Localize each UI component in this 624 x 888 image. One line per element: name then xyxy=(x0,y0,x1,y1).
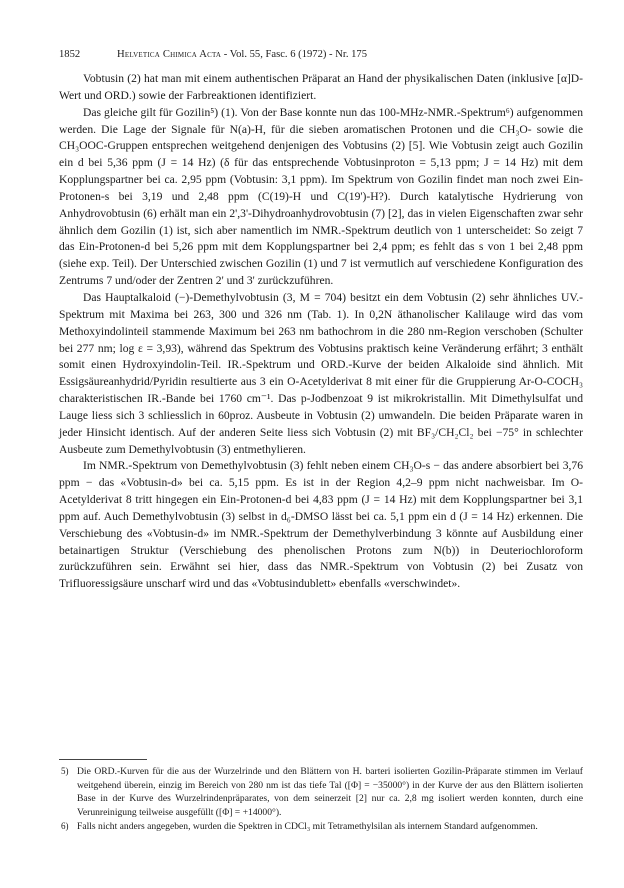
journal-name: Helvetica Chimica Acta xyxy=(117,49,222,60)
paragraph-4: Im NMR.-Spektrum von Demethylvobtusin (3) fehlt neben einem CH₃O-s − das andere absorbiert bei 3,76 ppm − das «Vobtusin-d» bei ca. 5,15 ppm. Es ist in der Region 4,2–9 ppm nicht nachweisbar. Im O-Acetylderivat 8 tritt hingegen ein Ein-Protonen-d bei 4,83 ppm (J = 14 Hz) mit dem Kopplungspartner bei 3,1 ppm auf. Auch Demethylvobtusin (3) selbst in d₆-DMSO lässt bei ca. 5,1 ppm ein d (J = 14 Hz) erkennen. Die Verschiebung des «Vobtusin-d» im NMR.-Spektrum der Demethylverbindung 3 könnte auf Ausbildung einer betainartigen Struktur (Verschiebung des phenolischen Protons zum N(b)) in Deuteriochloroform zurückzuführen sein. Erwähnt sei hier, dass das NMR.-Spektrum von Vobtusin (2) bei Zusatz von Trifluoressigsäure unscharf wird und das «Vobtusindublett» ebenfalls «verschwindet». xyxy=(59,459,583,591)
paragraph-2: Das gleiche gilt für Gozilin⁵) (1). Von der Base konnte nun das 100-MHz-NMR.-Spektrum⁶) aufgenommen werden. Die Lage der Signale für N(a)-H, für die sieben aromatischen Protonen und die CH₃O- sowie die CH₃OOC-Gruppen entsprechen weitgehend denjenigen des Vobtusins (2) [5]. Wie Vobtusin zeigt auch Gozilin ein d bei 5,36 ppm (J = 14 Hz) (δ für das entsprechende Vobtusinproton = 5,13 ppm; J = 14 Hz) mit dem Kopplungspartner bei ca. 2,95 ppm (Vobtusin: 3,1 ppm). Im Spektrum von Gozilin findet man noch zwei Ein-Protonen-s bei 3,19 und 2,48 ppm (C(19)-H und C(19')-H?). Durch katalytische Hydrierung von Anhydrovobtusin (6) erhält man ein 2',3'-Dihydroanhydrovobtusin (7) [2], das in vielen Eigenschaften zwar sehr ähnlich dem Gozilin (1) ist, sich aber namentlich im NMR.-Spektrum deutlich von 1 unterscheidet: So zeigt 7 das Ein-Protonen-d bei 5,26 ppm mit dem Kopplungspartner bei 2,4 ppm; es fehlt das s von 1 bei 2,48 ppm (siehe exp. Teil). Der Unterschied zwischen Gozilin (1) und 7 ist vermutlich auf verschiedene Konfiguration des Zentrums 7 und/oder der Zentren 2' und 3' zurückzuführen. xyxy=(59,105,583,288)
footnotes xyxy=(59,765,583,835)
running-header xyxy=(59,47,582,63)
footnote-5 xyxy=(59,765,583,819)
body-text xyxy=(59,71,583,593)
page-number: 1852 xyxy=(59,49,81,60)
footnote-divider xyxy=(59,759,147,760)
footnote-mark: 6) xyxy=(61,821,69,832)
paragraph-1: Vobtusin (2) hat man mit einem authentischen Präparat an Hand der physikalischen Daten (inklusive [α]D-Wert und ORD.) sowie der Farbreaktionen identifiziert. xyxy=(59,72,583,102)
footnote-text: Falls nicht anders angegeben, wurden die Spektren in CDCl₃ mit Tetramethylsilan als internem Standard aufgenommen. xyxy=(77,821,538,833)
running-title xyxy=(117,47,367,63)
journal-details: - Vol. 55, Fasc. 6 (1972) - Nr. 175 xyxy=(221,49,368,60)
footnote-6 xyxy=(59,820,583,834)
footnote-text: Die ORD.-Kurven für die aus der Wurzelrinde und den Blättern von H. barteri isolierten Gozilin-Präparate stimmen im Verlauf weitgehend überein, einzig im Bereich von 280 nm ist das tiefe Tal ([Φ] = −35000°) in der Kurve der aus den Blättern isolierten Base in der Kurve des Wurzelrindenpräparates, von dem seinerzeit [2] nur ca. 2,8 mg isoliert werden konnten, durch eine Verunreinigung teilweise ausgefüllt ([Φ] = +14000°). xyxy=(77,766,583,818)
footnote-mark: 5) xyxy=(61,766,69,776)
paragraph-3: Das Hauptalkaloid (−)-Demethylvobtusin (3, M = 704) besitzt ein dem Vobtusin (2) sehr ähnliches UV.-Spektrum mit Maxima bei 263, 300 und 326 nm (Tab. 1). In 0,2N äthanolischer Kalilauge wird das vom Methoxyindolinteil stammende Maximum bei 263 nm bathochrom in die 280 nm-Region verschoben (Schulter bei 277 nm; log ε = 3,93), während das Spektrum des Vobtusins praktisch keine Veränderung erfährt; 3 enthält somit einen Hydroxyindolin-Teil. IR.-Spektrum und ORD.-Kurve der beiden Alkaloide sind ähnlich. Mit Essigsäureanhydrid/Pyridin resultierte aus 3 ein O-Acetylderivat 8 mit einer für die Gruppierung Ar-O-COCH₃ charakteristischen IR.-Bande bei 1760 cm⁻¹. Das p-Jodbenzoat 9 ist mikrokristallin. Mit Dimethylsulfat und Lauge liess sich 3 schliesslich in 60proz. Ausbeute in Vobtusin (2) umwandeln. Die beiden Präparate waren in jeder Hinsicht identisch. Auf der anderen Seite liess sich Vobtusin (2) mit BF₃/CH₂Cl₂ bei −75° in schlechter Ausbeute zum Demethylvobtusin (3) entmethylieren. xyxy=(59,290,583,456)
